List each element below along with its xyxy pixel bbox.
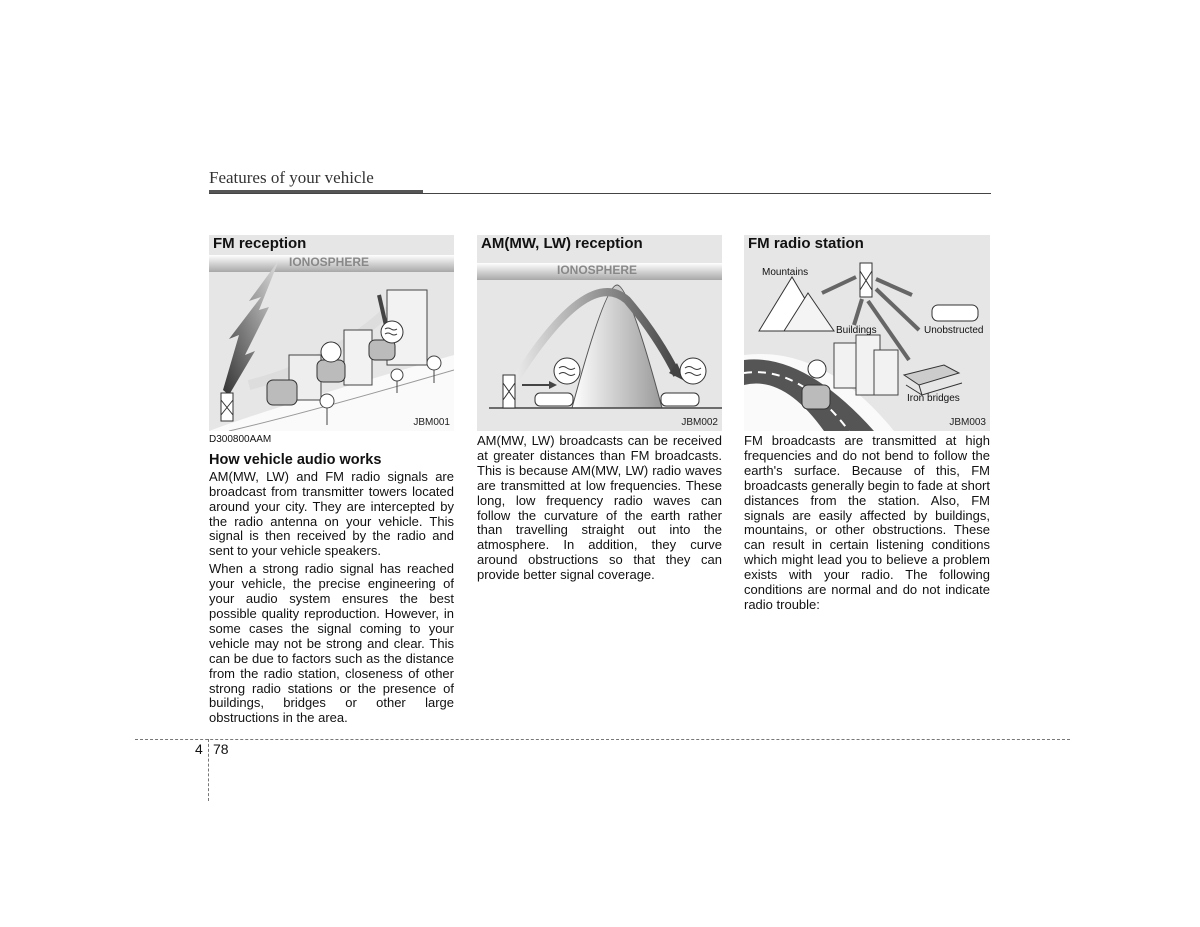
section-code: D300800AAM: [209, 434, 272, 445]
paragraph: AM(MW, LW) and FM radio signals are broadcast from transmitter towers located around your city. They are intercepted by the radio antenna on your vehicle. This signal is then received by the radio and sent to your vehicle speakers.: [209, 468, 454, 559]
footer-rule: [135, 739, 1070, 740]
ionosphere-label: IONOSPHERE: [289, 255, 370, 269]
column-1: [209, 433, 454, 729]
paragraph: When a strong radio signal has reached your vehicle, the precise engineering of your audio system ensures the best possible quality reproduction. However, in some cases the signal coming to your vehicle may not be strong and clear. This can be due to factors such as the distance from the radio station, closeness of other strong radio stations or the presence of buildings, bridges or other large obstructions in the area.: [209, 561, 454, 726]
ionosphere-label: IONOSPHERE: [557, 263, 638, 277]
footer-divider: [208, 739, 209, 801]
buildings-label: Buildings: [836, 325, 877, 336]
figure-code: JBM001: [413, 417, 450, 428]
paragraph: AM(MW, LW) broadcasts can be received at greater distances than FM broadcasts. This is because AM(MW, LW) radio waves are transmitted at low frequencies. These long, low frequency radio waves can follow the curvature of the earth rather than travelling straight out into the atmosphere. In addition, they curve around obstructions so that they can provide better signal coverage.: [477, 433, 722, 583]
figure-title: FM reception: [213, 235, 307, 252]
figure-code: JBM002: [681, 417, 718, 428]
figure-am-reception: [477, 235, 722, 431]
figure-title: AM(MW, LW) reception: [481, 235, 643, 252]
section-heading: How vehicle audio works: [209, 451, 382, 468]
column-2: [477, 434, 722, 586]
figure-fm-radio-station: [744, 235, 990, 431]
chapter-number: 4: [195, 741, 203, 757]
mountains-label: Mountains: [762, 267, 809, 278]
figure-code: JBM003: [949, 417, 986, 428]
column-3: [744, 434, 990, 616]
header-rule: [209, 193, 991, 194]
figure-fm-reception: [209, 235, 454, 431]
figure-title: FM radio station: [748, 235, 864, 252]
paragraph: FM broadcasts are transmitted at high frequencies and do not bend to follow the earth's surface. Because of this, FM broadcasts generally begin to fade at short distances from the station. Also, FM signals are easily affected by buildings, mountains, or other obstructions. These can result in certain listening conditions which might lead you to believe a problem exists with your radio. The following conditions are normal and do not indicate radio trouble:: [744, 433, 990, 612]
iron-bridges-label: Iron bridges: [907, 393, 960, 404]
unobstructed-label: Unobstructed: [924, 325, 984, 336]
section-title: Features of your vehicle: [209, 168, 374, 187]
page-number: 78: [213, 741, 229, 757]
